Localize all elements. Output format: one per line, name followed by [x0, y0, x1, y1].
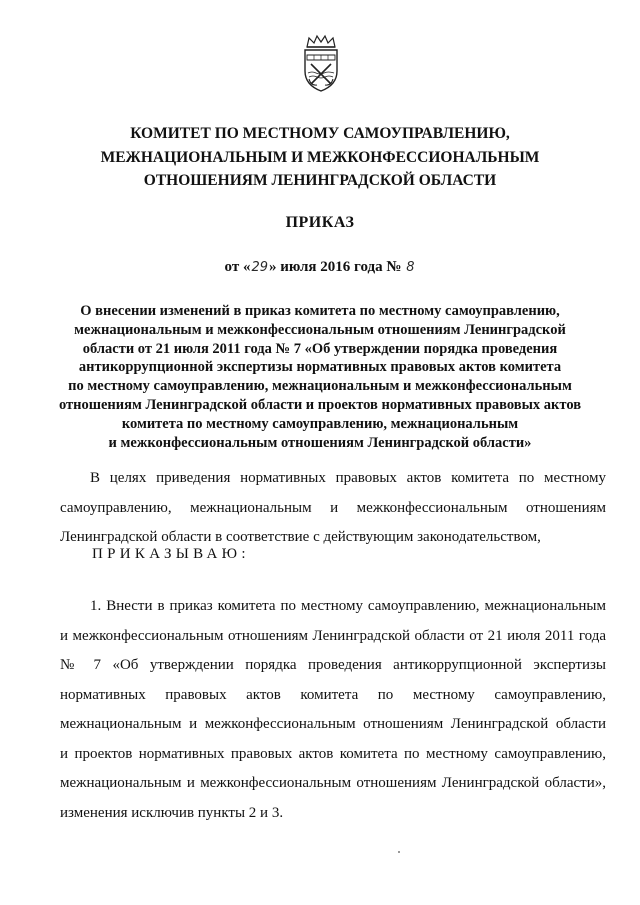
date-prefix: от « — [224, 259, 251, 275]
date-line — [0, 259, 640, 276]
preamble-line: В целях приведения нормативных правовых актов комитета по местному — [90, 470, 606, 486]
subject-line: межнациональным и межконфессиональным отношениям Ленинградской — [74, 321, 566, 338]
item-1-line: нормативных правовых актов комитета по местному самоуправлению, — [60, 686, 606, 703]
subject-heading — [55, 302, 585, 452]
scan-speck — [398, 851, 400, 853]
item-1-paragraph — [60, 592, 606, 828]
item-1-line: 1. Внести в приказ комитета по местному самоуправлению, межнациональным — [90, 598, 606, 614]
document-type-title: ПРИКАЗ — [285, 214, 355, 231]
subject-line: по местному самоуправлению, межнациональным и межконфессиональным — [68, 378, 572, 395]
org-line: ОТНОШЕНИЯМ ЛЕНИНГРАДСКОЙ ОБЛАСТИ — [143, 172, 497, 189]
coat-of-arms-emblem — [297, 33, 345, 93]
handwritten-number: 8 — [406, 260, 415, 275]
subject-line: комитета по местному самоуправлению, межнациональным — [121, 415, 519, 432]
item-1-line: и межконфессиональным отношениям Ленинградской области от 21 июля 2011 года — [60, 627, 606, 644]
handwritten-day: 29 — [251, 260, 268, 275]
date-middle: » июля 2016 года № — [269, 259, 402, 275]
organization-name — [60, 122, 580, 193]
subject-line: О внесении изменений в приказ комитета по местному самоуправлению, — [80, 303, 560, 319]
item-1-line: межнациональным и межконфессиональным отношениям Ленинградской области — [60, 716, 606, 732]
order-word: ПРИКАЗЫВАЮ: — [92, 546, 250, 562]
subject-line: отношениям Ленинградской области и проектов нормативных правовых актов — [58, 396, 582, 413]
preamble-line: Ленинградской области в соответствие с действующим законодательством, — [60, 529, 541, 545]
item-1-line: межнациональным и межконфессиональным отношениям Ленинградской области», — [60, 775, 606, 791]
subject-line: антикоррупционной экспертизы нормативных правовых актов комитета — [78, 359, 562, 376]
preamble-paragraph — [60, 464, 606, 553]
org-line: МЕЖНАЦИОНАЛЬНЫМ И МЕЖКОНФЕССИОНАЛЬНЫМ — [100, 148, 540, 166]
preamble-line: самоуправлению, межнациональным и межконфессиональным отношениям — [60, 499, 606, 516]
item-1-line: изменения исключив пункты 2 и 3. — [60, 804, 284, 821]
subject-line: и межконфессиональным отношениям Ленинградской области» — [108, 434, 532, 451]
item-1-line: № 7 «Об утверждении порядка проведения антикоррупционной экспертизы — [60, 657, 606, 673]
item-1-line: и проектов нормативных правовых актов комитета по местному самоуправлению, — [60, 745, 606, 762]
org-line: КОМИТЕТ ПО МЕСТНОМУ САМОУПРАВЛЕНИЮ, — [130, 125, 510, 142]
subject-line: области от 21 июля 2011 года № 7 «Об утверждении порядка проведения — [82, 340, 558, 357]
